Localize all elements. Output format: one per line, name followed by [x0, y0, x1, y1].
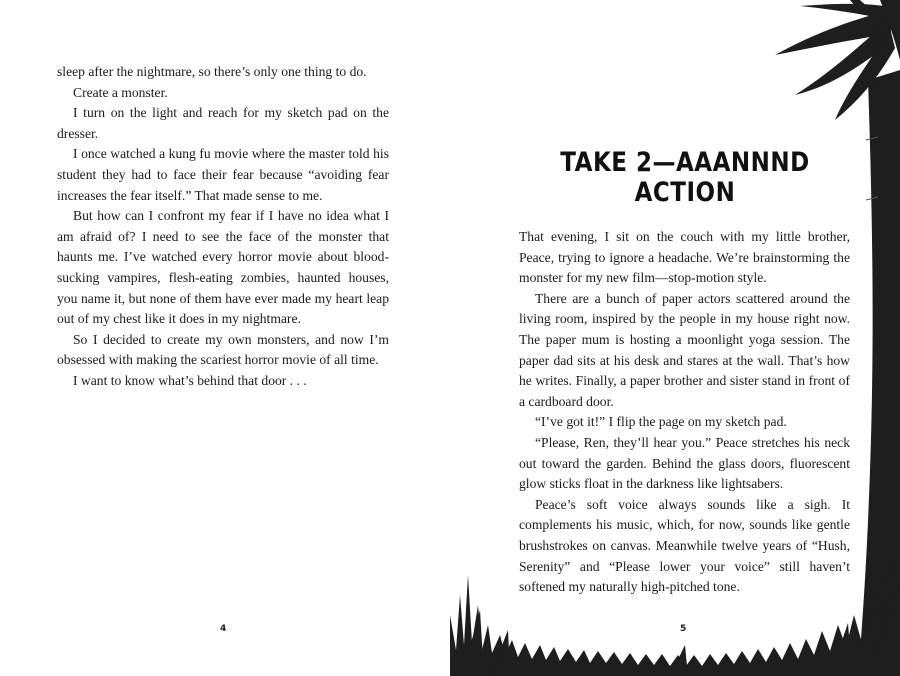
grass-silhouette-icon: [450, 555, 900, 676]
paragraph: “Please, Ren, they’ll hear you.” Peace stretches his neck out toward the garden. Behind the glass doors, fluorescent glow sticks float in the darkness like lightsabers.: [519, 434, 850, 492]
paragraph: But how can I confront my fear if I have no idea what I am afraid of? I need to see the face of the monster that haunts me. I’ve watched every horror movie about blood-sucking vampires, flesh-eating zombies, haunted houses, you name it, but none of them have ever made my heart leap out of my chest like it does in my nightmare.: [57, 208, 389, 327]
paragraph: I turn on the light and reach for my sketch pad on the dresser.: [57, 105, 389, 141]
paragraph: That evening, I sit on the couch with my little brother, Peace, trying to ignore a headache. We’re brainstorming the monster for my new film—stop-motion style.: [519, 229, 850, 286]
paragraph: I want to know what’s behind that door . . .: [73, 372, 307, 388]
page-number-left: 4: [220, 624, 227, 634]
paragraph: sleep after the nightmare, so there’s only one thing to do.: [57, 64, 367, 79]
paragraph: “I’ve got it!” I flip the page on my sketch pad.: [535, 414, 787, 430]
right-page-body: [519, 227, 850, 598]
paragraph: Peace’s soft voice always sounds like a sigh. It complements his music, which, for now, sounds like gentle brushstrokes on canvas. Meanwhile twelve years of “Hush, Serenity” and “Please lower your voice” still haven’t softened my naturally high-pitched tone.: [519, 496, 850, 595]
paragraph: Create a monster.: [73, 84, 168, 100]
chapter-title: TAKE 2—AAANNND ACTION: [560, 148, 810, 208]
page-number-right: 5: [680, 624, 687, 634]
paragraph: So I decided to create my own monsters, and now I’m obsessed with making the scariest horror movie of all time.: [57, 331, 389, 368]
paragraph: There are a bunch of paper actors scattered around the living room, inspired by the people in my house right now. The paper mum is hosting a moonlight yoga session. The paper dad sits at his desk and stares at the wall. That’s how he writes. Finally, a paper brother and sister stand in front of a cardboard door.: [519, 290, 850, 409]
paragraph: I once watched a kung fu movie where the master told his student they had to face their fear because “avoiding fear increases the fear itself.” That made sense to me.: [57, 146, 389, 203]
left-page-body: [57, 62, 389, 392]
